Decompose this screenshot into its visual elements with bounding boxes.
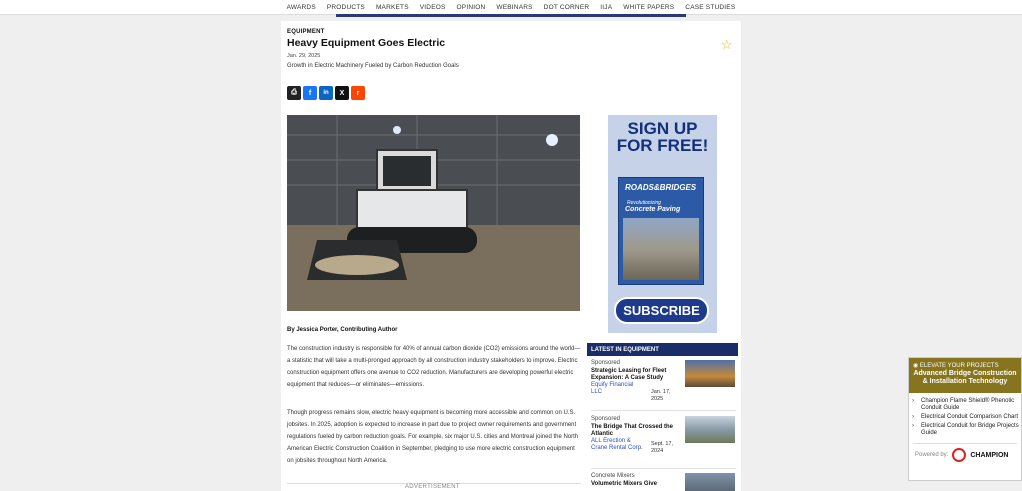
latest-item-date: Sept. 17, 2024	[651, 441, 674, 454]
electric-loader-illustration	[287, 115, 580, 311]
champion-logo[interactable]: CHAMPION	[970, 451, 1009, 459]
nav-videos[interactable]: VIDEOS	[419, 3, 446, 11]
ad-headline-line-2: FOR FREE!	[616, 136, 709, 155]
latest-item[interactable]	[591, 416, 736, 452]
nav-opinion[interactable]: OPINION	[456, 3, 486, 11]
widget-link[interactable]	[909, 414, 1021, 421]
nav-webinars[interactable]: WEBINARS	[496, 3, 533, 11]
nav-awards[interactable]: AWARDS	[286, 3, 316, 11]
reddit-icon[interactable]: r	[351, 86, 365, 100]
latest-item-thumbnail[interactable]	[685, 360, 735, 387]
latest-item-thumbnail[interactable]	[685, 473, 735, 491]
x-icon[interactable]: X	[335, 86, 349, 100]
latest-item-title[interactable]: Volumetric Mixers Give	[591, 481, 657, 487]
latest-item-title[interactable]: Strategic Leasing for Fleet Expansion: A Case Study	[591, 368, 667, 381]
subscribe-ad[interactable]	[608, 115, 717, 333]
magazine-cover	[618, 177, 704, 285]
champion-logo-icon	[952, 448, 966, 462]
powered-by-label: Powered by:	[915, 452, 949, 458]
latest-item-thumbnail[interactable]	[685, 416, 735, 443]
latest-item-title[interactable]: The Bridge That Crossed the Atlantic	[591, 424, 674, 437]
widget-eyebrow: ◉ ELEVATE YOUR PROJECTS	[913, 363, 999, 369]
cover-image	[623, 218, 699, 280]
advertisement-label: ADVERTISEMENT	[405, 484, 460, 490]
chevron-right-icon: ›	[912, 414, 914, 420]
nav-accent-bar	[336, 14, 686, 17]
widget-link[interactable]	[909, 398, 1021, 412]
latest-item[interactable]	[591, 360, 736, 402]
nav-white-papers[interactable]: WHITE PAPERS	[623, 3, 675, 11]
linkedin-icon[interactable]: in	[319, 86, 333, 100]
widget-link-label: Electrical Conduit Comparison Chart	[921, 414, 1019, 420]
ad-headline-line-1: SIGN UP	[627, 119, 698, 138]
latest-item-category: Sponsored	[591, 416, 621, 422]
facebook-icon[interactable]: f	[303, 86, 317, 100]
latest-item-date: Jan. 17, 2025	[651, 389, 671, 402]
nav-iija[interactable]: IIJA	[600, 3, 613, 11]
latest-item-category: Concrete Mixers	[591, 473, 635, 479]
top-nav	[0, 0, 1022, 15]
chevron-right-icon: ›	[912, 398, 914, 404]
byline: By Jessica Porter, Contributing Author	[287, 327, 398, 333]
divider	[591, 468, 736, 469]
section-tag[interactable]: EQUIPMENT	[287, 29, 325, 35]
widget-link-label: Electrical Conduit for Bridge Projects Guide	[921, 423, 1019, 436]
cover-subtitle: Revolutionizing	[627, 200, 661, 206]
chevron-right-icon: ›	[912, 423, 914, 429]
article-card	[281, 21, 741, 491]
nav-products[interactable]: PRODUCTS	[326, 3, 365, 11]
latest-item-source[interactable]: ALL Erection & Crane Rental Corp.	[591, 438, 643, 451]
widget-eyebrow-text: ELEVATE YOUR PROJECTS	[919, 363, 999, 369]
nav-markets[interactable]: MARKETS	[375, 3, 409, 11]
sponsor-widget	[908, 357, 1022, 481]
latest-item-source[interactable]: Equify Financial LLC	[591, 382, 634, 395]
widget-title: Advanced Bridge Construction & Installation Technology	[913, 370, 1017, 385]
subscribe-button[interactable]: SUBSCRIBE	[614, 297, 709, 324]
article-paragraph-2: Though progress remains slow, electric heavy equipment is becoming more accessible and common on U.S. jobsites. In 2025, adoption is expected to increase in part due to project owner requirements and government regulations fueled by carbon reduction goals. For example, six major U.S. cities and Montreal joined the North American Electric Construction Coalition in September, pledging to use more electric construction equipment on jobsites throughout North America.	[287, 410, 579, 464]
hero-image	[287, 115, 580, 311]
latest-header: LATEST IN EQUIPMENT	[587, 343, 738, 356]
widget-header	[909, 358, 1021, 393]
widget-footer	[909, 444, 1021, 466]
latest-item[interactable]	[591, 473, 736, 488]
article-paragraph-1: The construction industry is responsible for 40% of annual carbon dioxide (CO2) emissions around the world—a statistic that will take a multi-pronged approach by all construction industry stakeholders to improve. Electric construction equipment offers one avenue to CO2 reduction. Manufacturers are developing powerful electric equipment that reduces—or eliminates—emissions.	[287, 346, 581, 388]
share-bar	[287, 86, 365, 100]
print-icon[interactable]: ⎙	[287, 86, 301, 100]
widget-link-label: Champion Flame Shield® Phenolic Conduit Guide	[921, 398, 1015, 411]
magazine-logo: ROADS&BRIDGES	[625, 183, 697, 192]
bookmark-star-icon[interactable]: ☆	[721, 37, 733, 52]
nav-case-studies[interactable]: CASE STUDIES	[685, 3, 736, 11]
article-title: Heavy Equipment Goes Electric	[287, 37, 446, 49]
nav-dot-corner[interactable]: DOT CORNER	[543, 3, 590, 11]
ad-headline	[608, 120, 717, 154]
divider	[591, 410, 736, 411]
article-date: Jan. 29, 2025	[287, 53, 321, 59]
cover-title: Concrete Paving	[625, 206, 681, 213]
article-subtitle: Growth in Electric Machinery Fueled by Carbon Reduction Goals	[287, 63, 459, 69]
widget-link[interactable]	[909, 423, 1021, 437]
latest-item-category: Sponsored	[591, 360, 621, 366]
